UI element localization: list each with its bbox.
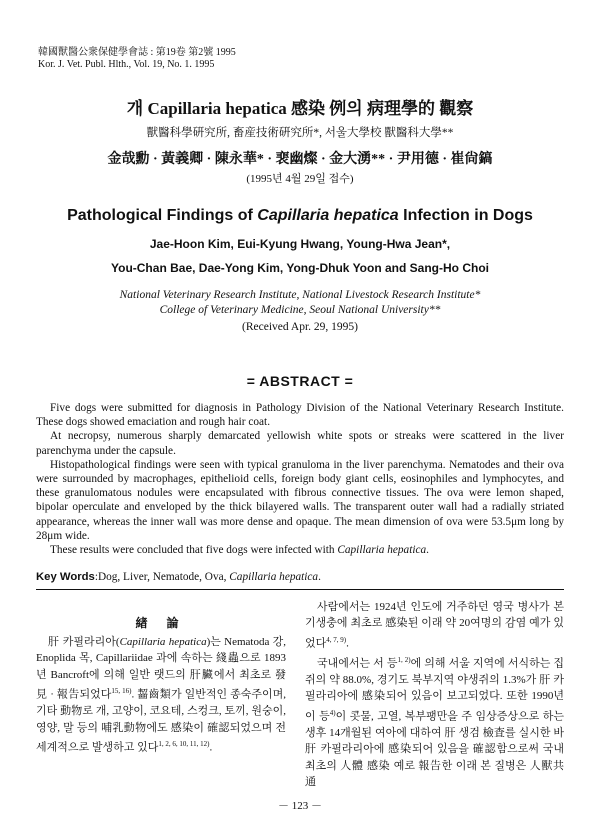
citation-ref: 4, 7, 9) [326,635,347,644]
intro-species: Capillaria hepatica [119,636,207,648]
intro-text: 肝 카필라리아( [48,636,120,648]
citation-ref: 1, 2, 6, 10, 11, 12) [158,740,210,749]
english-title-pre: Pathological Findings of [67,207,258,224]
intro-text: 이 콧물, 고열, 복부팽만을 주 임상증상으로 하는 생후 14개월된 여아에 대하여 肝 생검 檢査를 실시한 바 肝 카필라리아에 感染되어 있음을 確認함으로써 국내 최초의 人體 感染 예로 報告한 이래 본 질병은 人獸共通 [305,710,564,789]
english-received-date: (Received Apr. 29, 1995) [242,321,358,333]
introduction-right-column [305,599,564,790]
journal-line-english: Kor. J. Vet. Publ. Hlth., Vol. 19, No. 1. 1995 [38,59,215,70]
intro-text: . 齧齒類가 일반적인 종숙주이며, 기타 動物로 개, 고양이, 코요테, 스컹크, 토끼, 원숭이, 영양, 말 등의 哺乳動物에도 感染이 確認되었으며 전 세계적으로 발생하고 있다 [36,688,286,754]
korean-authors: 金哉勳 · 黃義卿 · 陳永華* · 裵幽燦 · 金大湧** · 尹用德 · 崔尙鎬 [107,152,493,167]
abstract-conclusion-species: Capillaria hepatica [337,544,427,557]
korean-affiliation: 獸醫科學硏究所, 畜産技術硏究所*, 서울大學校 獸醫科大學** [146,127,454,139]
english-authors-line2: You-Chan Bae, Dae-Yong Kim, Yong-Dhuk Yoon and Sang-Ho Choi [111,261,489,275]
intro-text: . [209,741,213,754]
journal-header [38,47,236,71]
keywords-species: Capillaria hepatica [229,571,319,583]
divider [36,589,564,590]
citation-ref: 15, 16) [111,687,132,696]
abstract-heading: = ABSTRACT = [246,373,354,389]
introduction-heading: 緖 論 [135,616,187,630]
abstract-paragraph [36,543,564,557]
english-title-species: Capillaria hepatica [257,207,399,224]
intro-text: )는 Nematoda 강, Enoplida 목, Capillariidae 과에 속하는 綫蟲으로 1893년 Bancroft에 의해 일반 랫드의 肝臟에서 최초로 發見 · 報告되었다 [36,636,286,701]
english-affiliation-line2: College of Veterinary Medicine, Seoul National University** [159,304,441,316]
english-authors-line1: Jae-Hoon Kim, Eui-Kyung Hwang, Young-Hwa Jean*, [149,237,451,251]
intro-paragraph [305,599,564,652]
keywords-end: . [318,571,321,583]
intro-text: . [346,637,349,650]
intro-text: 사람에서는 1924년 인도에 거주하던 영국 병사가 본 기생충에 최초로 感染된 이래 약 20여명의 감염 예가 있었다 [305,601,564,650]
english-affiliation-line1: National Veterinary Research Institute, National Livestock Research Institute* [119,289,481,301]
abstract-paragraph: Five dogs were submitted for diagnosis in Pathology Division of the National Veterinary Research Institute. These dogs showed emaciation and rough hair coat. [36,402,564,429]
intro-text: 국내에서는 서 등 [317,657,398,670]
keywords [36,571,564,583]
introduction-left-column [36,634,286,756]
citation-ref: 4) [329,708,336,717]
citation-ref: 1, 2) [397,655,411,664]
abstract-conclusion-text: These results were concluded that five dogs were infected with [50,544,338,557]
abstract-conclusion-end: . [426,544,429,557]
intro-paragraph [305,652,564,791]
keywords-text: :Dog, Liver, Nematode, Ova, [94,571,230,583]
abstract-body [36,401,564,557]
keywords-label: Key Words [36,571,95,583]
english-title-post: Infection in Dogs [398,207,533,224]
abstract-paragraph: At necropsy, numerous sharply demarcated yellowish white spots or streaks were scattered in the liver parenchyma under the capsule. [36,430,564,457]
korean-received-date: (1995년 4월 29일 접수) [246,173,354,185]
journal-line-korean: 韓國獸醫公衆保健學會誌 : 第19卷 第2號 1995 [38,47,236,58]
english-title [0,207,600,225]
intro-text: 에 의해 서울 지역에 서식하는 집쥐의 약 88.0%, 경기도 북부지역 야생쥐의 1.3%가 肝 카필라리아에 感染되어 있음이 보고되었다. 또한 1990년 이 등 [305,657,564,723]
page-number: － 123 － [278,800,322,812]
intro-paragraph [36,634,286,756]
abstract-paragraph: Histopathological findings were seen with typical granuloma in the liver parenchyma. Nematodes and their ova were surrounded by macrophages, epithelioid cells, foreign body giant cells, eosinophiles and lymphocytes, and these granulomatous nodules were encapsulated with fibrous connective tissues. The ova were lemon shaped, bipolar operculate and enveloped by the thick bilayered walls. The transparent outer wall had a radially striated appearance, whereas the inner wall was more dense and opaque. The mean dimension of ova were 53.5μm long by 28μm wide. [36,458,564,542]
korean-title: 개 Capillaria hepatica 感染 例의 病理學的 觀察 [126,99,474,118]
